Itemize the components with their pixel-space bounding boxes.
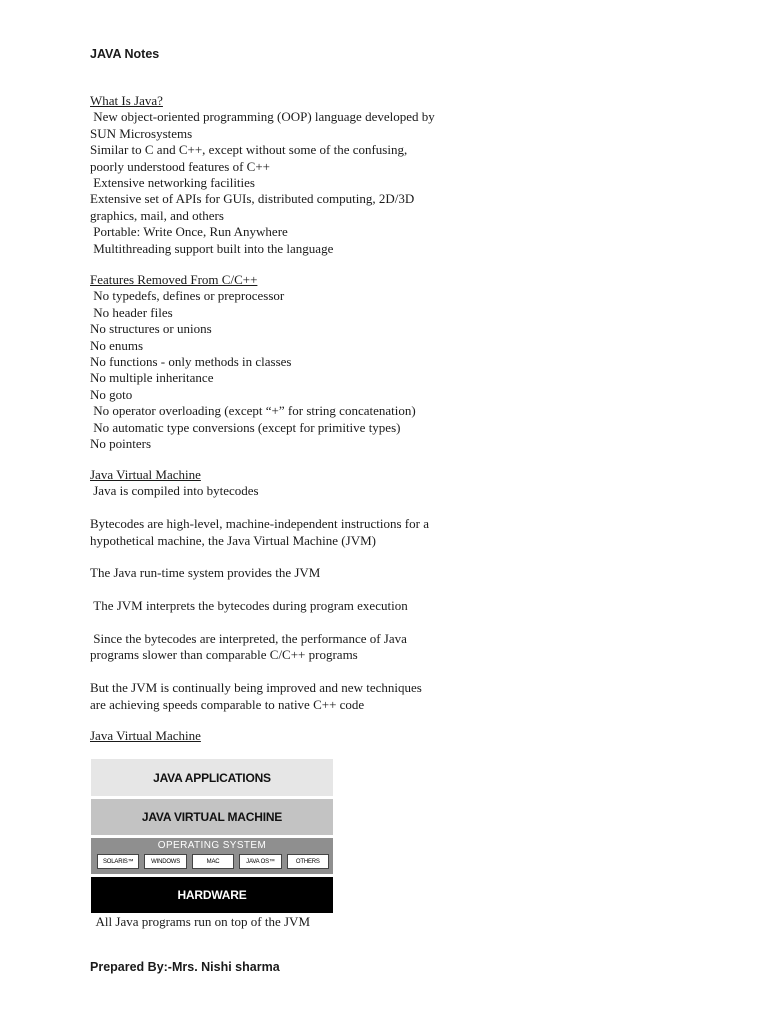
section-heading: Java Virtual Machine xyxy=(90,728,201,743)
section-what-is-java xyxy=(90,93,490,257)
text-line: hypothetical machine, the Java Virtual Machine (JVM) xyxy=(90,532,376,548)
text-line: But the JVM is continually being improved and new techniques xyxy=(90,680,422,696)
text-line: The JVM interprets the bytecodes during program execution xyxy=(90,598,408,614)
section-heading: Features Removed From C/C++ xyxy=(90,272,258,287)
text-line: No multiple inheritance xyxy=(90,370,214,386)
text-line xyxy=(90,582,490,598)
text-line: The Java run-time system provides the JVM xyxy=(90,565,321,581)
section-heading: Java Virtual Machine xyxy=(90,467,201,482)
text-line: No typedefs, defines or preprocessor xyxy=(90,288,285,304)
text-line: Extensive networking facilities xyxy=(90,175,255,191)
text-line: Java is compiled into bytecodes xyxy=(90,483,259,499)
text-line: SUN Microsystems xyxy=(90,125,193,141)
text-line: No pointers xyxy=(90,436,152,452)
text-line: Extensive set of APIs for GUIs, distributed computing, 2D/3D xyxy=(90,191,415,207)
layer-hardware: HARDWARE xyxy=(91,877,333,913)
os-box-mac: MAC xyxy=(192,854,234,869)
text-line: No structures or unions xyxy=(90,321,212,337)
text-line: No header files xyxy=(90,304,173,320)
text-line: Similar to C and C++, except without some of the confusing, xyxy=(90,142,408,158)
text-line: No functions - only methods in classes xyxy=(90,354,292,370)
text-line: No enums xyxy=(90,337,144,353)
os-box-java-os: JAVA OS™ xyxy=(239,854,281,869)
layer-java-virtual-machine: JAVA VIRTUAL MACHINE xyxy=(91,799,333,835)
text-line: No operator overloading (except “+” for string concatenation) xyxy=(90,403,416,419)
text-line xyxy=(90,664,490,680)
text-line xyxy=(90,500,490,516)
text-line: No goto xyxy=(90,386,133,402)
text-line: graphics, mail, and others xyxy=(90,207,224,223)
text-line xyxy=(90,615,490,631)
text-line: New object-oriented programming (OOP) language developed by xyxy=(90,109,435,125)
diagram-caption: All Java programs run on top of the JVM xyxy=(93,914,311,929)
section-heading: What Is Java? xyxy=(90,93,163,108)
text-line: Portable: Write Once, Run Anywhere xyxy=(90,224,288,240)
os-box-windows: WINDOWS xyxy=(144,854,186,869)
document-title: JAVA Notes xyxy=(90,47,160,61)
text-line: Since the bytecodes are interpreted, the performance of Java xyxy=(90,631,407,647)
text-line: poorly understood features of C++ xyxy=(90,158,271,174)
os-box-row xyxy=(97,854,329,869)
text-line: Bytecodes are high-level, machine-independent instructions for a xyxy=(90,516,429,532)
layer-java-applications: JAVA APPLICATIONS xyxy=(91,759,333,796)
text-line xyxy=(90,549,490,565)
jvm-architecture-diagram xyxy=(91,759,333,913)
os-box-solaris: SOLARIS™ xyxy=(97,854,139,869)
section-features-removed xyxy=(90,272,490,452)
text-line: No automatic type conversions (except for primitive types) xyxy=(90,419,401,435)
os-layer-label: OPERATING SYSTEM xyxy=(157,840,267,851)
section-jvm xyxy=(90,467,490,713)
section-jvm-diagram xyxy=(90,728,490,744)
text-line: are achieving speeds comparable to native C++ code xyxy=(90,696,365,712)
os-box-others: OTHERS xyxy=(287,854,329,869)
text-line: programs slower than comparable C/C++ programs xyxy=(90,647,358,663)
text-line: Multithreading support built into the language xyxy=(90,240,334,256)
layer-operating-system xyxy=(91,838,333,874)
document-footer: Prepared By:-Mrs. Nishi sharma xyxy=(90,960,280,974)
